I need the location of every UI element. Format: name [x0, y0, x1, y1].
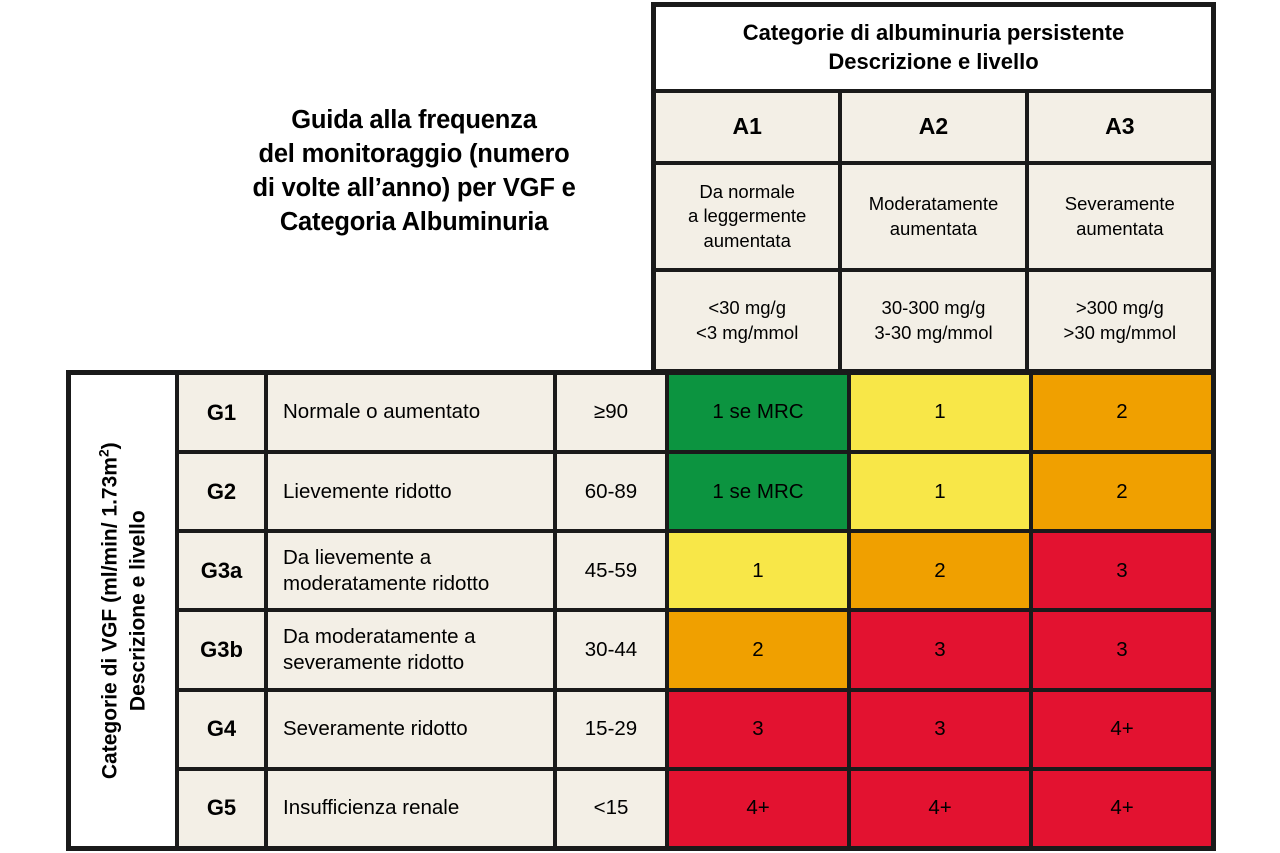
vgf-code-g3b: G3b: [179, 612, 264, 687]
risk-cell-g2-a3[interactable]: 2: [1033, 454, 1211, 529]
vgf-range-g2: 60-89: [557, 454, 665, 529]
albuminuria-title-line-1: Categorie di albuminuria persistente: [742, 20, 1125, 46]
albuminuria-desc-a3-line-1: Severamente: [1064, 193, 1175, 215]
vgf-code-g5: G5: [179, 771, 264, 846]
albuminuria-title-line-2: Descrizione e livello: [828, 49, 1039, 74]
page-title: [178, 104, 650, 240]
risk-cell-g1-a3[interactable]: 2: [1033, 375, 1211, 450]
risk-cell-g3b-a1[interactable]: 2: [669, 612, 847, 687]
vgf-code-g3a: G3a: [179, 533, 264, 608]
vgf-axis-label-text: [94, 442, 151, 779]
risk-cell-g5-a3[interactable]: 4+: [1033, 771, 1211, 846]
vgf-code-g1: G1: [179, 375, 264, 450]
risk-cell-g4-a1[interactable]: 3: [669, 692, 847, 767]
albuminuria-desc-a2: [842, 165, 1024, 268]
albuminuria-header-panel: [651, 2, 1216, 374]
vgf-description-g3b: Da moderatamente a severamente ridotto: [268, 612, 553, 687]
albuminuria-code-a2: A2: [842, 93, 1024, 161]
albuminuria-units-a1: [656, 272, 838, 369]
albuminuria-panel-title: [656, 7, 1211, 93]
albuminuria-units-a3-line-1: >300 mg/g: [1075, 297, 1164, 319]
risk-cell-g2-a1[interactable]: 1 se MRC: [669, 454, 847, 529]
risk-cell-g4-a3[interactable]: 4+: [1033, 692, 1211, 767]
albuminuria-desc-a1: [656, 165, 838, 268]
vgf-description-g1: Normale o aumentato: [268, 375, 553, 450]
table-row: [179, 692, 1211, 767]
table-row: [179, 454, 1211, 529]
risk-cell-g3a-a1[interactable]: 1: [669, 533, 847, 608]
table-row: [179, 612, 1211, 687]
risk-cell-g3b-a3[interactable]: 3: [1033, 612, 1211, 687]
risk-cell-g4-a2[interactable]: 3: [851, 692, 1029, 767]
vgf-range-g3a: 45-59: [557, 533, 665, 608]
vgf-code-g4: G4: [179, 692, 264, 767]
vgf-range-g4: 15-29: [557, 692, 665, 767]
vgf-risk-table: [66, 370, 1216, 851]
albuminuria-units-a2-line-2: 3-30 mg/mmol: [874, 321, 993, 343]
albuminuria-desc-a2-line-1: Moderatamente: [868, 193, 999, 215]
page-title-line-4: Categoria Albuminuria: [279, 207, 549, 236]
vgf-description-g3a: Da lievemente a moderatamente ridotto: [268, 533, 553, 608]
vgf-description-g2: Lievemente ridotto: [268, 454, 553, 529]
vgf-axis-label: [71, 375, 179, 846]
vgf-code-g2: G2: [179, 454, 264, 529]
vgf-axis-label-superscript: 2: [95, 449, 112, 457]
vgf-description-g4: Severamente ridotto: [268, 692, 553, 767]
albuminuria-desc-a3-line-2: aumentata: [1076, 217, 1164, 239]
risk-cell-g3a-a3[interactable]: 3: [1033, 533, 1211, 608]
page-title-line-1: Guida alla frequenza: [291, 106, 537, 134]
albuminuria-desc-a3: [1029, 165, 1211, 268]
albuminuria-units-a2: [842, 272, 1024, 369]
albuminuria-code-a1: A1: [656, 93, 838, 161]
vgf-description-g5: Insufficienza renale: [268, 771, 553, 846]
page-title-line-2: del monitoraggio (numero: [258, 139, 570, 168]
risk-cell-g3b-a2[interactable]: 3: [851, 612, 1029, 687]
albuminuria-desc-a1-line-2: a leggermente: [688, 205, 807, 227]
albuminuria-units-a2-line-1: 30-300 mg/g: [881, 297, 986, 319]
albuminuria-units-a3: [1029, 272, 1211, 369]
risk-cell-g3a-a2[interactable]: 2: [851, 533, 1029, 608]
vgf-axis-label-line-1-post: ): [98, 442, 122, 450]
albuminuria-desc-a1-line-3: aumentata: [703, 229, 791, 251]
vgf-axis-label-line-1-pre: Categorie di VGF (ml/min/ 1.73m: [98, 456, 122, 779]
vgf-rows-area: [179, 375, 1211, 846]
table-row: [179, 533, 1211, 608]
vgf-axis-label-line-2: Descrizione e livello: [126, 510, 150, 711]
vgf-range-g3b: 30-44: [557, 612, 665, 687]
table-row: [179, 375, 1211, 450]
vgf-range-g5: <15: [557, 771, 665, 846]
albuminuria-desc-a1-line-1: Da normale: [699, 181, 795, 203]
vgf-range-g1: ≥90: [557, 375, 665, 450]
risk-cell-g5-a1[interactable]: 4+: [669, 771, 847, 846]
albuminuria-desc-a2-line-2: aumentata: [889, 217, 978, 239]
albuminuria-units-a1-line-1: <30 mg/g: [708, 297, 786, 319]
risk-cell-g5-a2[interactable]: 4+: [851, 771, 1029, 846]
albuminuria-units-a1-line-2: <3 mg/mmol: [696, 321, 799, 343]
risk-cell-g2-a2[interactable]: 1: [851, 454, 1029, 529]
albuminuria-units-a3-line-2: >30 mg/mmol: [1063, 321, 1177, 343]
albuminuria-columns-grid: [656, 93, 1211, 369]
albuminuria-code-a3: A3: [1029, 93, 1211, 161]
risk-cell-g1-a2[interactable]: 1: [851, 375, 1029, 450]
vgf-axis-label-line-1: [94, 442, 124, 779]
page-title-line-3: di volte all’anno) per VGF e: [252, 173, 576, 202]
risk-cell-g1-a1[interactable]: 1 se MRC: [669, 375, 847, 450]
table-row: [179, 771, 1211, 846]
